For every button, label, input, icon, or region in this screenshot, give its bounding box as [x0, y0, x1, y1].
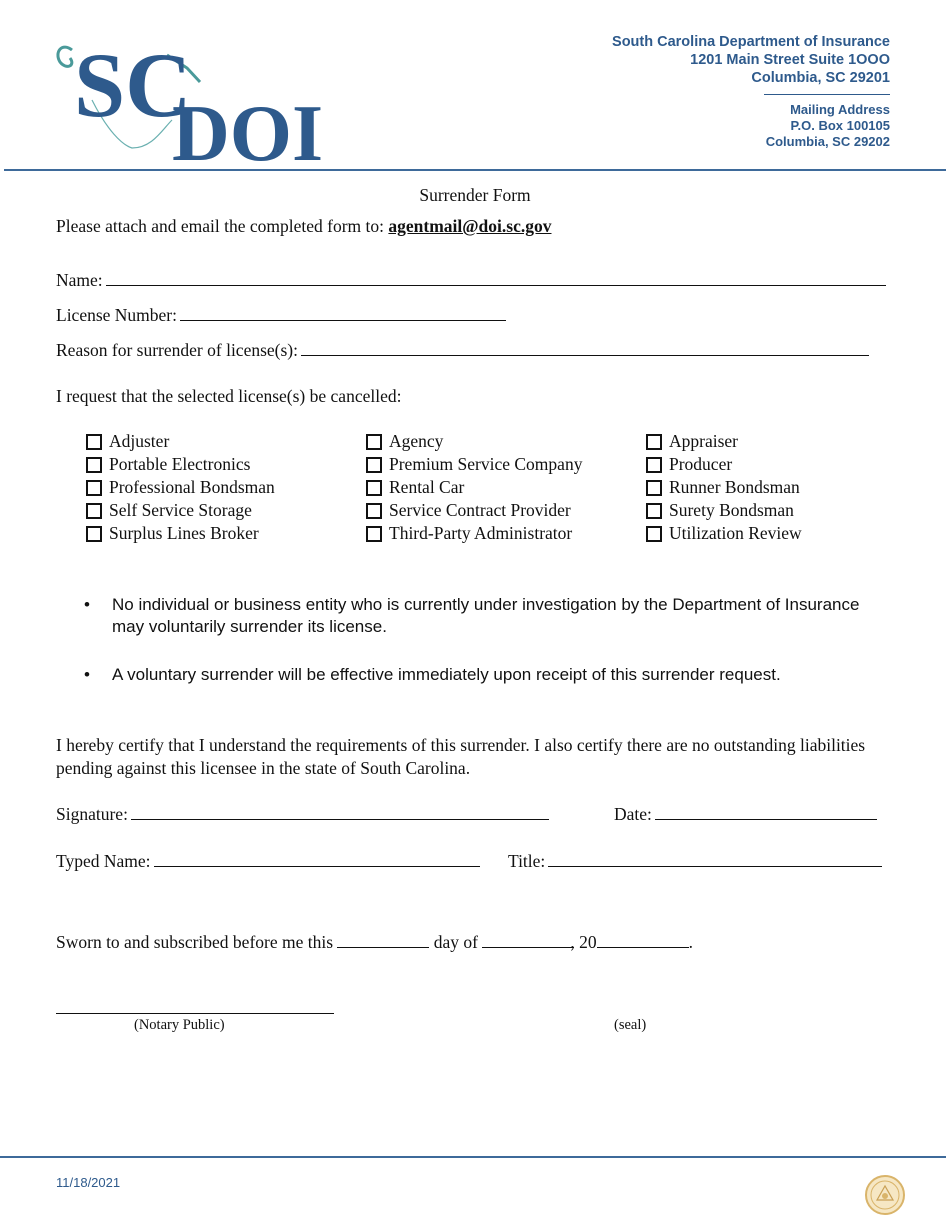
request-text: I request that the selected license(s) be cancelled:	[56, 386, 402, 406]
license-option	[86, 476, 275, 499]
notes-list	[84, 594, 874, 712]
license-option	[646, 522, 802, 545]
instruction-line	[56, 215, 551, 237]
license-option-label: Professional Bondsman	[109, 477, 275, 497]
header-rule	[4, 169, 946, 171]
license-option	[366, 453, 582, 476]
reason-field[interactable]	[301, 339, 869, 356]
checkbox[interactable]	[366, 503, 382, 519]
signature-field[interactable]	[131, 803, 549, 820]
license-option-label: Self Service Storage	[109, 500, 252, 520]
sworn-prefix: Sworn to and subscribed before me this	[56, 932, 334, 952]
checkbox[interactable]	[366, 434, 382, 450]
checkbox[interactable]	[86, 503, 102, 519]
license-column-1	[86, 430, 275, 545]
license-column-2	[366, 430, 582, 545]
license-option	[86, 522, 275, 545]
license-option	[86, 499, 275, 522]
license-option-label: Appraiser	[669, 431, 739, 451]
email-link[interactable]: agentmail@doi.sc.gov	[388, 216, 552, 236]
license-column-3	[646, 430, 802, 545]
year-prefix: , 20	[570, 932, 597, 952]
license-option	[366, 522, 582, 545]
department-name: South Carolina Department of Insurance	[612, 34, 890, 50]
certification-text: I hereby certify that I understand the requirements of this surrender. I also certify there are no outstanding liabilities pending against this licensee in the state of South Carolina.	[56, 735, 866, 778]
signature-row	[56, 803, 549, 825]
license-option	[86, 430, 275, 453]
checkbox[interactable]	[646, 434, 662, 450]
license-number-field[interactable]	[180, 304, 506, 321]
license-option-label: Adjuster	[109, 431, 170, 451]
po-box: P.O. Box 100105	[790, 118, 890, 133]
checkbox[interactable]	[646, 503, 662, 519]
name-label: Name:	[56, 270, 103, 290]
mailing-label: Mailing Address	[790, 102, 890, 117]
date-label: Date:	[614, 804, 652, 824]
svg-text:DOI: DOI	[172, 90, 324, 170]
reason-row	[56, 339, 869, 361]
license-option-label: Runner Bondsman	[669, 477, 800, 497]
sworn-statement	[56, 931, 693, 953]
license-option	[366, 430, 582, 453]
license-option	[646, 499, 802, 522]
license-option	[646, 476, 802, 499]
license-option-label: Rental Car	[389, 477, 465, 497]
title-label: Title:	[508, 851, 546, 871]
typed-name-row	[56, 850, 480, 872]
notary-signature-line[interactable]	[56, 1013, 334, 1014]
license-option	[366, 476, 582, 499]
footer-date: 11/18/2021	[56, 1175, 121, 1190]
license-option-label: Premium Service Company	[389, 454, 583, 474]
license-option	[86, 453, 275, 476]
sworn-year-field[interactable]	[597, 933, 689, 948]
sworn-month-field[interactable]	[482, 933, 574, 948]
instruction-text: Please attach and email the completed form to:	[56, 216, 389, 236]
checkbox[interactable]	[646, 480, 662, 496]
notary-label: (Notary Public)	[134, 1017, 225, 1033]
license-option-label: Agency	[389, 431, 444, 451]
license-option-label: Third-Party Administrator	[389, 523, 573, 543]
date-field[interactable]	[655, 803, 877, 820]
typed-name-label: Typed Name:	[56, 851, 151, 871]
city-address: Columbia, SC 29201	[751, 70, 890, 86]
name-row	[56, 269, 886, 291]
name-field[interactable]	[106, 269, 886, 286]
checkbox[interactable]	[366, 457, 382, 473]
address-block	[612, 33, 890, 87]
checkbox[interactable]	[646, 526, 662, 542]
signature-label: Signature:	[56, 804, 128, 824]
license-option	[646, 453, 802, 476]
checkbox[interactable]	[86, 457, 102, 473]
checkbox[interactable]	[646, 457, 662, 473]
svg-text:SC: SC	[74, 34, 192, 136]
license-option-label: Surety Bondsman	[669, 500, 794, 520]
scdoi-logo	[52, 30, 352, 170]
checkbox[interactable]	[366, 480, 382, 496]
day-of-text: day of	[433, 932, 479, 952]
footer-rule	[0, 1156, 946, 1158]
license-option-label: Service Contract Provider	[389, 500, 571, 520]
reason-label: Reason for surrender of license(s):	[56, 340, 298, 360]
license-option-label: Portable Electronics	[109, 454, 251, 474]
sworn-period: .	[688, 932, 694, 952]
address-divider	[764, 94, 890, 95]
typed-name-field[interactable]	[154, 850, 480, 867]
seal-label: (seal)	[614, 1017, 647, 1033]
note-item: • No individual or business entity who is currently under investigation by the Department of Insurance may voluntarily surrender its license.	[84, 594, 874, 638]
checkbox[interactable]	[86, 434, 102, 450]
checkbox[interactable]	[86, 526, 102, 542]
license-option	[646, 430, 802, 453]
license-option	[366, 499, 582, 522]
form-title: Surrender Form	[419, 185, 531, 205]
date-row	[614, 803, 877, 825]
state-seal-icon	[864, 1174, 906, 1216]
license-row	[56, 304, 506, 326]
checkbox[interactable]	[366, 526, 382, 542]
checkbox[interactable]	[86, 480, 102, 496]
license-option-label: Surplus Lines Broker	[109, 523, 259, 543]
license-option-label: Utilization Review	[669, 523, 802, 543]
note-item: • A voluntary surrender will be effective immediately upon receipt of this surrender request.	[84, 664, 874, 686]
mailing-city: Columbia, SC 29202	[765, 134, 890, 149]
street-address: 1201 Main Street Suite 1OOO	[690, 52, 890, 68]
title-row	[508, 850, 882, 872]
license-option-label: Producer	[669, 454, 733, 474]
title-field[interactable]	[548, 850, 882, 867]
license-label: License Number:	[56, 305, 177, 325]
mailing-address-block	[766, 102, 890, 150]
sworn-day-field[interactable]	[337, 933, 429, 948]
